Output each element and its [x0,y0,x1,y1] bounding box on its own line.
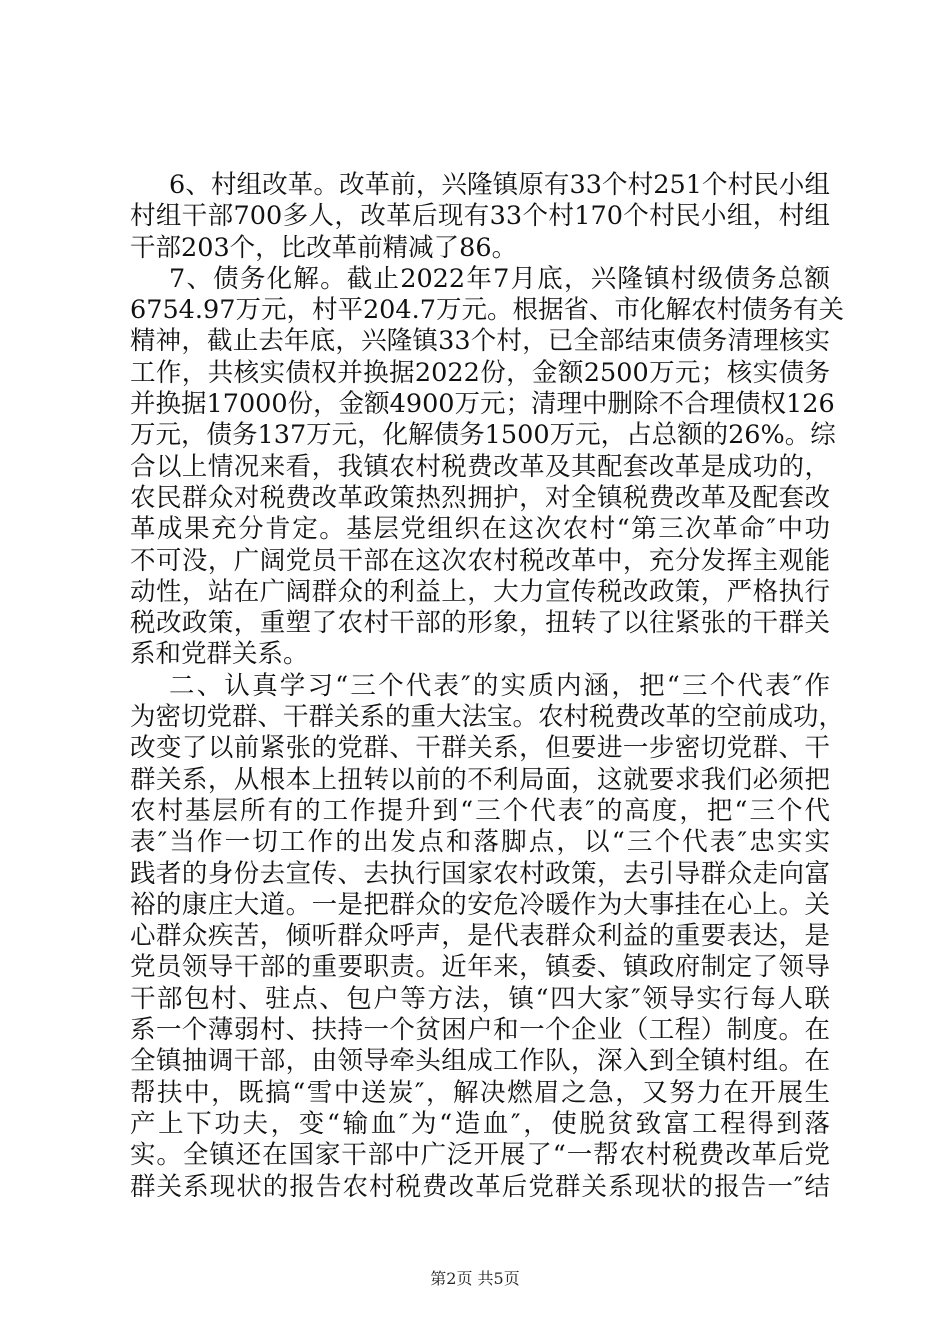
text-line: 二、认真学习“三个代表″的实质内涵，把“三个代表″作 [169,670,830,701]
text-line: 6、村组改革。改革前，兴隆镇原有33个村251个村民小组 [169,170,830,200]
text-line: 帮扶中，既搞“雪中送炭″，解决燃眉之急，又努力在开展生 [130,1077,830,1108]
text-line: 精神，截止去年底，兴隆镇33个村，已全部结束债务清理核实 [130,326,830,357]
text-line: 村组干部700多人，改革后现有33个村170个村民小组，村组 [130,201,830,232]
text-line: 7、债务化解。截止2022年7月底，兴隆镇村级债务总额 [169,263,830,294]
text-line: 群关系现状的报告农村税费改革后党群关系现状的报告一″结 [130,1171,830,1202]
text-line: 6754.97万元，村平204.7万元。根据省、市化解农村债务有关 [130,295,844,326]
text-line: 革成果充分肯定。基层党组织在这次农村“第三次革命″中功 [130,514,830,545]
text-line: 党员领导干部的重要职责。近年来，镇委、镇政府制定了领导 [130,952,830,983]
text-line: 为密切党群、干群关系的重大法宝。农村税费改革的空前成功， [130,702,845,733]
text-line: 系和党群关系。 [130,639,309,670]
text-line: 裕的康庄大道。一是把群众的安危冷暖作为大事挂在心上。关 [130,889,830,920]
text-line: 表″当作一切工作的出发点和落脚点，以“三个代表″忠实实 [130,827,830,858]
text-line: 干部包村、驻点、包户等方法，镇“四大家″领导实行每人联 [130,983,830,1014]
text-line: 并换据17000份，金额4900万元；清理中删除不合理债权126 [130,389,835,420]
text-line: 产上下功夫，变“输血″为“造血″，使脱贫致富工程得到落 [130,1108,830,1139]
page-footer: 第2页 共5页 [430,1269,520,1288]
text-line: 动性，站在广阔群众的利益上，大力宣传税改政策，严格执行 [130,576,830,607]
text-line: 心群众疾苦，倾听群众呼声，是代表群众利益的重要表达，是 [130,921,830,952]
text-line: 合以上情况来看，我镇农村税费改革及其配套改革是成功的， [130,451,830,482]
text-line: 改变了以前紧张的党群、干群关系，但要进一步密切党群、干 [130,733,830,764]
text-line: 税改政策，重塑了农村干部的形象，扭转了以往紧张的干群关 [130,608,830,639]
text-line: 农民群众对税费改革政策热烈拥护，对全镇税费改革及配套改 [130,482,830,513]
text-line: 全镇抽调干部，由领导牵头组成工作队，深入到全镇村组。在 [130,1046,830,1077]
text-line: 不可没，广阔党员干部在这次农村税改革中，充分发挥主观能 [130,545,830,576]
body-text [130,170,845,1203]
text-line: 实。全镇还在国家干部中广泛开展了“一帮农村税费改革后党 [130,1140,830,1171]
text-line: 系一个薄弱村、扶持一个贫困户和一个企业（工程）制度。在 [130,1015,830,1046]
text-line: 践者的身份去宣传、去执行国家农村政策，去引导群众走向富 [130,858,830,889]
text-line: 农村基层所有的工作提升到“三个代表″的高度，把“三个代 [130,795,830,826]
text-line: 万元，债务137万元，化解债务1500万元，占总额的26%。综 [130,420,836,451]
text-line: 工作，共核实债权并换据2022份，金额2500万元；核实债务 [130,357,830,388]
text-line: 群关系，从根本上扭转以前的不利局面，这就要求我们必须把 [130,764,830,795]
text-line: 干部203个，比改革前精减了86。 [130,232,518,263]
